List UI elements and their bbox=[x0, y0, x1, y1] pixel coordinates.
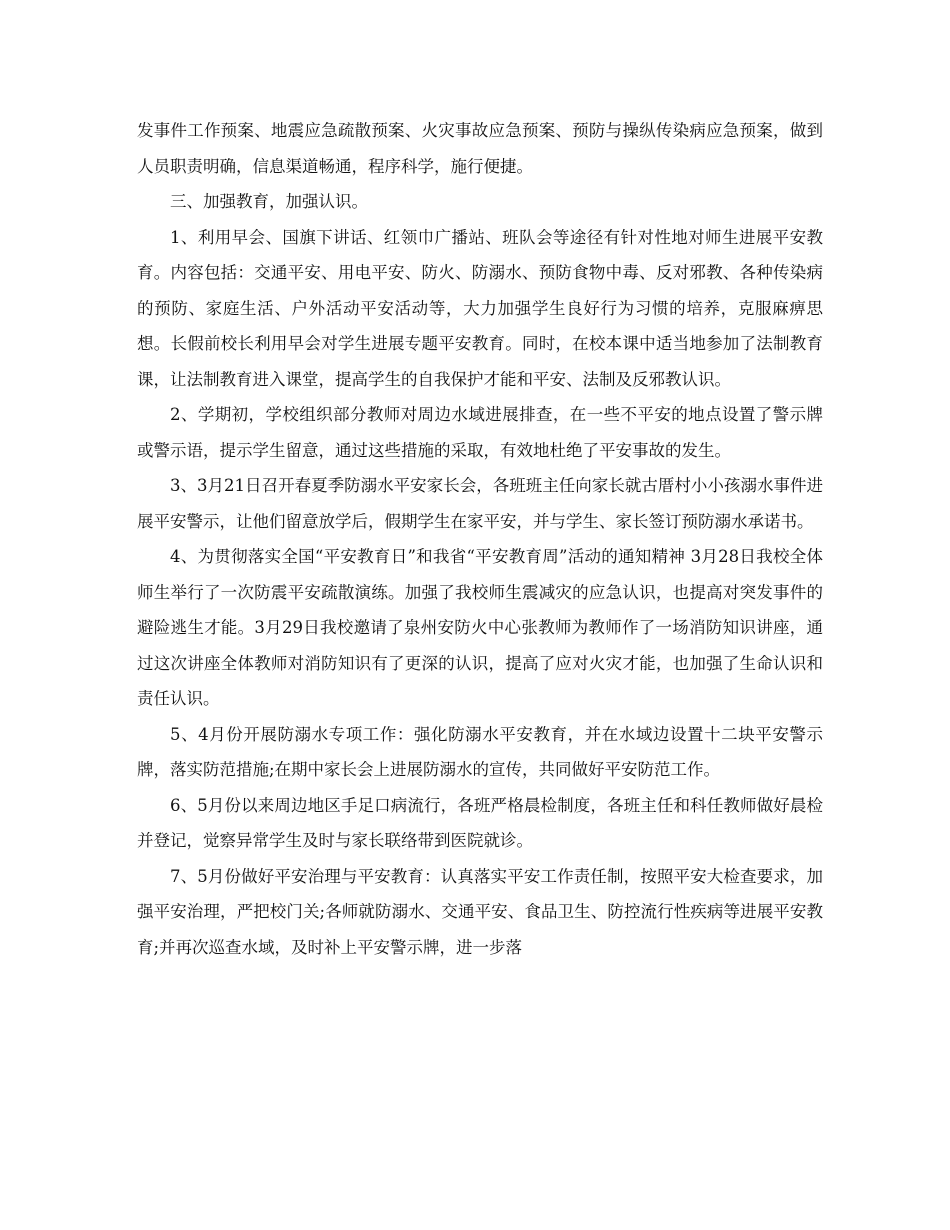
paragraph-item-4: 4、为贯彻落实全国“平安教育日”和我省“平安教育周”活动的通知精神 3月28日我校全体师生举行了一次防震平安疏散演练。加强了我校师生震减灾的应急认识，也提高对突发事件的避险逃生才能。3月29日我校邀请了泉州安防火中心张教师为教师作了一场消防知识讲座，通过这次讲座全体教师对消防知识有了更深的认识，提高了应对火灾才能，也加强了生命认识和责任认识。 bbox=[137, 547, 823, 708]
paragraph-item-6: 6、5月份以来周边地区手足口病流行，各班严格晨检制度，各班主任和科任教师做好晨检并登记，觉察异常学生及时与家长联络带到医院就诊。 bbox=[137, 795, 823, 850]
paragraph-emergency-plans-continued: 发事件工作预案、地震应急疏散预案、火灾事故应急预案、预防与操纵传染病应急预案，做到人员职责明确，信息渠道畅通，程序科学，施行便捷。 bbox=[137, 121, 823, 176]
paragraph-item-5: 5、4月份开展防溺水专项工作：强化防溺水平安教育，并在水域边设置十二块平安警示牌，落实防范措施;在期中家长会上进展防溺水的宣传，共同做好平安防范工作。 bbox=[137, 724, 823, 779]
paragraph-item-2: 2、学期初，学校组织部分教师对周边水域进展排查，在一些不平安的地点设置了警示牌或警示语，提示学生留意，通过这些措施的采取，有效地杜绝了平安事故的发生。 bbox=[137, 405, 823, 460]
paragraph-item-1: 1、利用早会、国旗下讲话、红领巾广播站、班队会等途径有针对性地对师生进展平安教育。内容包括：交通平安、用电平安、防火、防溺水、预防食物中毒、反对邪教、各种传染病的预防、家庭生活、户外活动平安活动等，大力加强学生良好行为习惯的培养，克服麻痹思想。长假前校长利用早会对学生进展专题平安教育。同时，在校本课中适当地参加了法制教育课，让法制教育进入课堂，提高学生的自我保护才能和平安、法制及反邪教认识。 bbox=[137, 227, 823, 389]
paragraph-item-3: 3、3月21日召开春夏季防溺水平安家长会，各班班主任向家长就古厝村小小孩溺水事件进展平安警示，让他们留意放学后，假期学生在家平安，并与学生、家长签订预防溺水承诺书。 bbox=[137, 476, 823, 531]
document-body bbox=[137, 113, 823, 965]
section-heading-education: 三、加强教育，加强认识。 bbox=[170, 192, 368, 211]
paragraph-item-7: 7、5月份做好平安治理与平安教育：认真落实平安工作责任制，按照平安大检查要求，加强平安治理，严把校门关;各师就防溺水、交通平安、食品卫生、防控流行性疾病等进展平安教育;并再次巡查水域，及时补上平安警示牌，进一步落 bbox=[137, 866, 823, 957]
